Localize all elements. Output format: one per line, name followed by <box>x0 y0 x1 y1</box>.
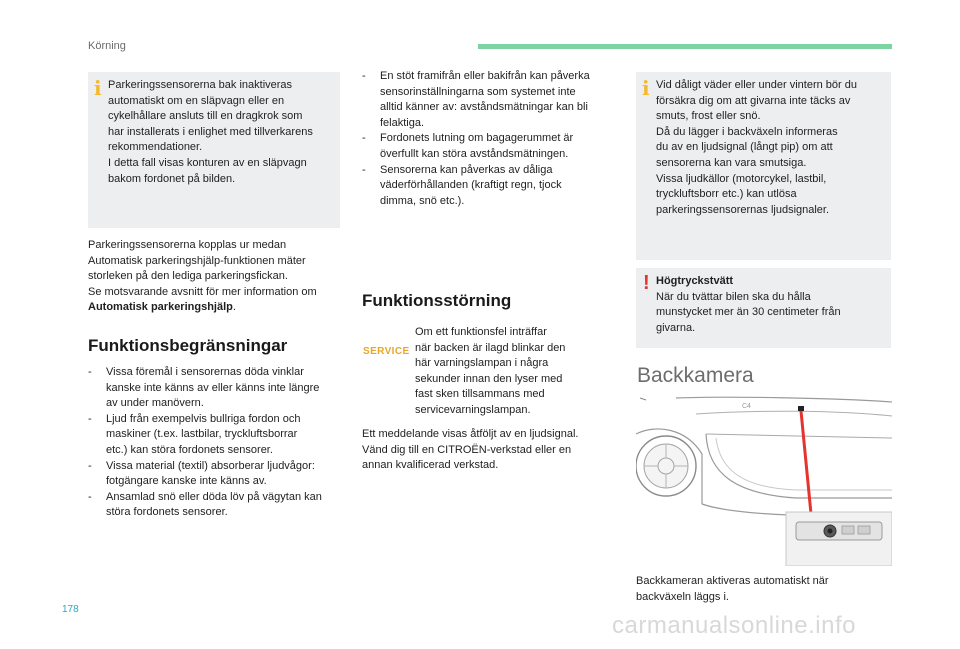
para-line: Parkeringssensorerna kopplas ur medan <box>88 239 287 251</box>
info-icon: i <box>642 76 650 100</box>
limitations-list <box>88 365 348 521</box>
list-line: alltid känner av: avståndsmätningar kan bli <box>380 101 588 114</box>
info-line: försäkra dig om att givarna inte täcks av <box>656 94 851 107</box>
info-line: Parkeringssensorerna bak inaktiveras <box>108 79 293 91</box>
heading-funktionsbegransningar: Funktionsbegränsningar <box>88 336 288 355</box>
list-line: - Fordonets lutning om bagagerummet är <box>380 132 574 145</box>
list-item <box>88 490 348 521</box>
warning-box-pressure-wash <box>636 268 891 348</box>
list-item <box>362 163 624 210</box>
warning-box-text <box>656 274 888 336</box>
info-line: parkeringssensorernas ljudsignaler. <box>656 203 830 216</box>
warning-title: Högtryckstvätt <box>656 275 734 287</box>
list-line: maskiner (t.ex. lastbilar, tryckluftsborrar <box>106 428 298 441</box>
warning-line: munstycket mer än 30 centimeter från <box>656 306 841 319</box>
para-line: Automatisk parkeringshjälp-funktionen mäter <box>88 254 306 267</box>
list-line: - Vissa material (textil) absorberar ljudvågor: <box>106 459 315 472</box>
info-line: Vid dåligt väder eller under vintern bör du <box>656 79 857 91</box>
sensor-issues-list <box>362 69 624 209</box>
warning-line: givarna. <box>656 321 696 334</box>
rear-camera-illustration <box>636 394 892 566</box>
info-line: Då du lägger i backväxeln informeras <box>656 125 838 138</box>
info-box-trailer <box>88 72 340 228</box>
info-line: rekommendationer. <box>108 141 203 154</box>
info-line: I detta fall visas konturen av en släpvagn <box>108 156 307 169</box>
list-line: störa fordonets sensorer. <box>106 506 228 519</box>
service-line: här varningslampan i några <box>415 357 549 370</box>
heading-backkamera: Backkamera <box>637 364 754 387</box>
section-accent-bar <box>478 44 892 49</box>
para-line: storleken på den lediga parkeringsfickan. <box>88 270 288 283</box>
model-badge: C4 <box>742 403 751 410</box>
info-line: har installerats i enlighet med tillverkarens <box>108 125 313 138</box>
list-item <box>362 69 624 131</box>
list-line: fotgängare kanske inte känns av. <box>106 475 267 488</box>
rear-camera-drawing <box>636 394 892 566</box>
info-icon: i <box>94 76 102 100</box>
para-line: annan kvalificerad verkstad. <box>362 459 499 472</box>
service-line: Om ett funktionsfel inträffar <box>415 326 547 338</box>
service-line: sekunder innan den lyser med <box>415 372 563 385</box>
info-box-weather <box>636 72 891 260</box>
list-line: väderförhållanden (kraftigt regn, tjock <box>380 179 562 192</box>
list-line: - Vissa föremål i sensorernas döda vinklar <box>106 366 304 378</box>
para-line: Se motsvarande avsnitt för mer information om <box>88 285 317 298</box>
list-line: dimma, snö etc.). <box>380 194 465 207</box>
info-line: cykelhållare ansluts till en dragkrok som <box>108 110 303 123</box>
warning-icon: ! <box>643 272 650 294</box>
list-line: - En stöt framifrån eller bakifrån kan påverka <box>380 70 590 82</box>
info-box-text <box>656 78 888 218</box>
list-line: kanske inte känns av eller känns inte längre <box>106 381 320 394</box>
info-line: automatiskt om en släpvagn eller en <box>108 94 285 107</box>
caption-line: backväxeln läggs i. <box>636 590 729 603</box>
service-text <box>415 325 615 419</box>
bold-reference: Automatisk parkeringshjälp <box>88 301 233 314</box>
backkamera-caption <box>636 574 892 605</box>
warning-line: När du tvättar bilen ska du hålla <box>656 290 811 303</box>
info-line: Vissa ljudkällor (motorcykel, lastbil, <box>656 172 827 185</box>
info-line: sensorerna kan vara smutsiga. <box>656 156 807 169</box>
service-line: servicevarningslampan. <box>415 403 531 416</box>
list-line: - Sensorerna kan påverkas av dåliga <box>380 163 553 176</box>
info-line: smuts, frost eller snö. <box>656 110 761 123</box>
para-suffix: . <box>232 301 236 314</box>
list-item <box>88 459 348 490</box>
para-line: Ett meddelande visas åtföljt av en ljudsignal. <box>362 428 579 440</box>
watermark: carmanualsonline.info <box>612 612 856 639</box>
list-line: - Ljud från exempelvis bullriga fordon och <box>106 412 301 425</box>
list-line: etc.) kan störa fordonets sensorer. <box>106 443 273 456</box>
list-item <box>362 131 624 162</box>
list-line: överfullt kan störa avståndsmätningen. <box>380 147 569 160</box>
section-label: Körning <box>88 40 126 52</box>
list-line: av under manövern. <box>106 397 204 410</box>
info-line: bakom fordonet på bilden. <box>108 172 236 185</box>
info-line: tryckluftsborr etc.) kan utlösa <box>656 188 797 201</box>
caption-line: Backkameran aktiveras automatiskt när <box>636 575 829 587</box>
list-item <box>88 412 348 459</box>
parking-assist-paragraph <box>88 238 348 316</box>
para-line: Vänd dig till en CITROËN-verkstad eller en <box>362 443 572 456</box>
service-line: när backen är ilagd blinkar den <box>415 341 566 354</box>
info-line: du av en ljudsignal (långt pip) om att <box>656 141 833 154</box>
list-line: - Ansamlad snö eller döda löv på vägytan kan <box>106 490 322 503</box>
page-number: 178 <box>62 604 79 615</box>
info-box-text <box>108 78 336 187</box>
list-item <box>88 365 348 412</box>
service-line: fast sken tillsammans med <box>415 388 545 401</box>
heading-funktionsstorning: Funktionsstörning <box>362 291 512 310</box>
list-line: felaktiga. <box>380 116 425 129</box>
list-line: sensorinställningarna som systemet inte <box>380 85 576 98</box>
workshop-paragraph <box>362 427 624 474</box>
service-warning-icon: SERVICE <box>363 346 410 357</box>
